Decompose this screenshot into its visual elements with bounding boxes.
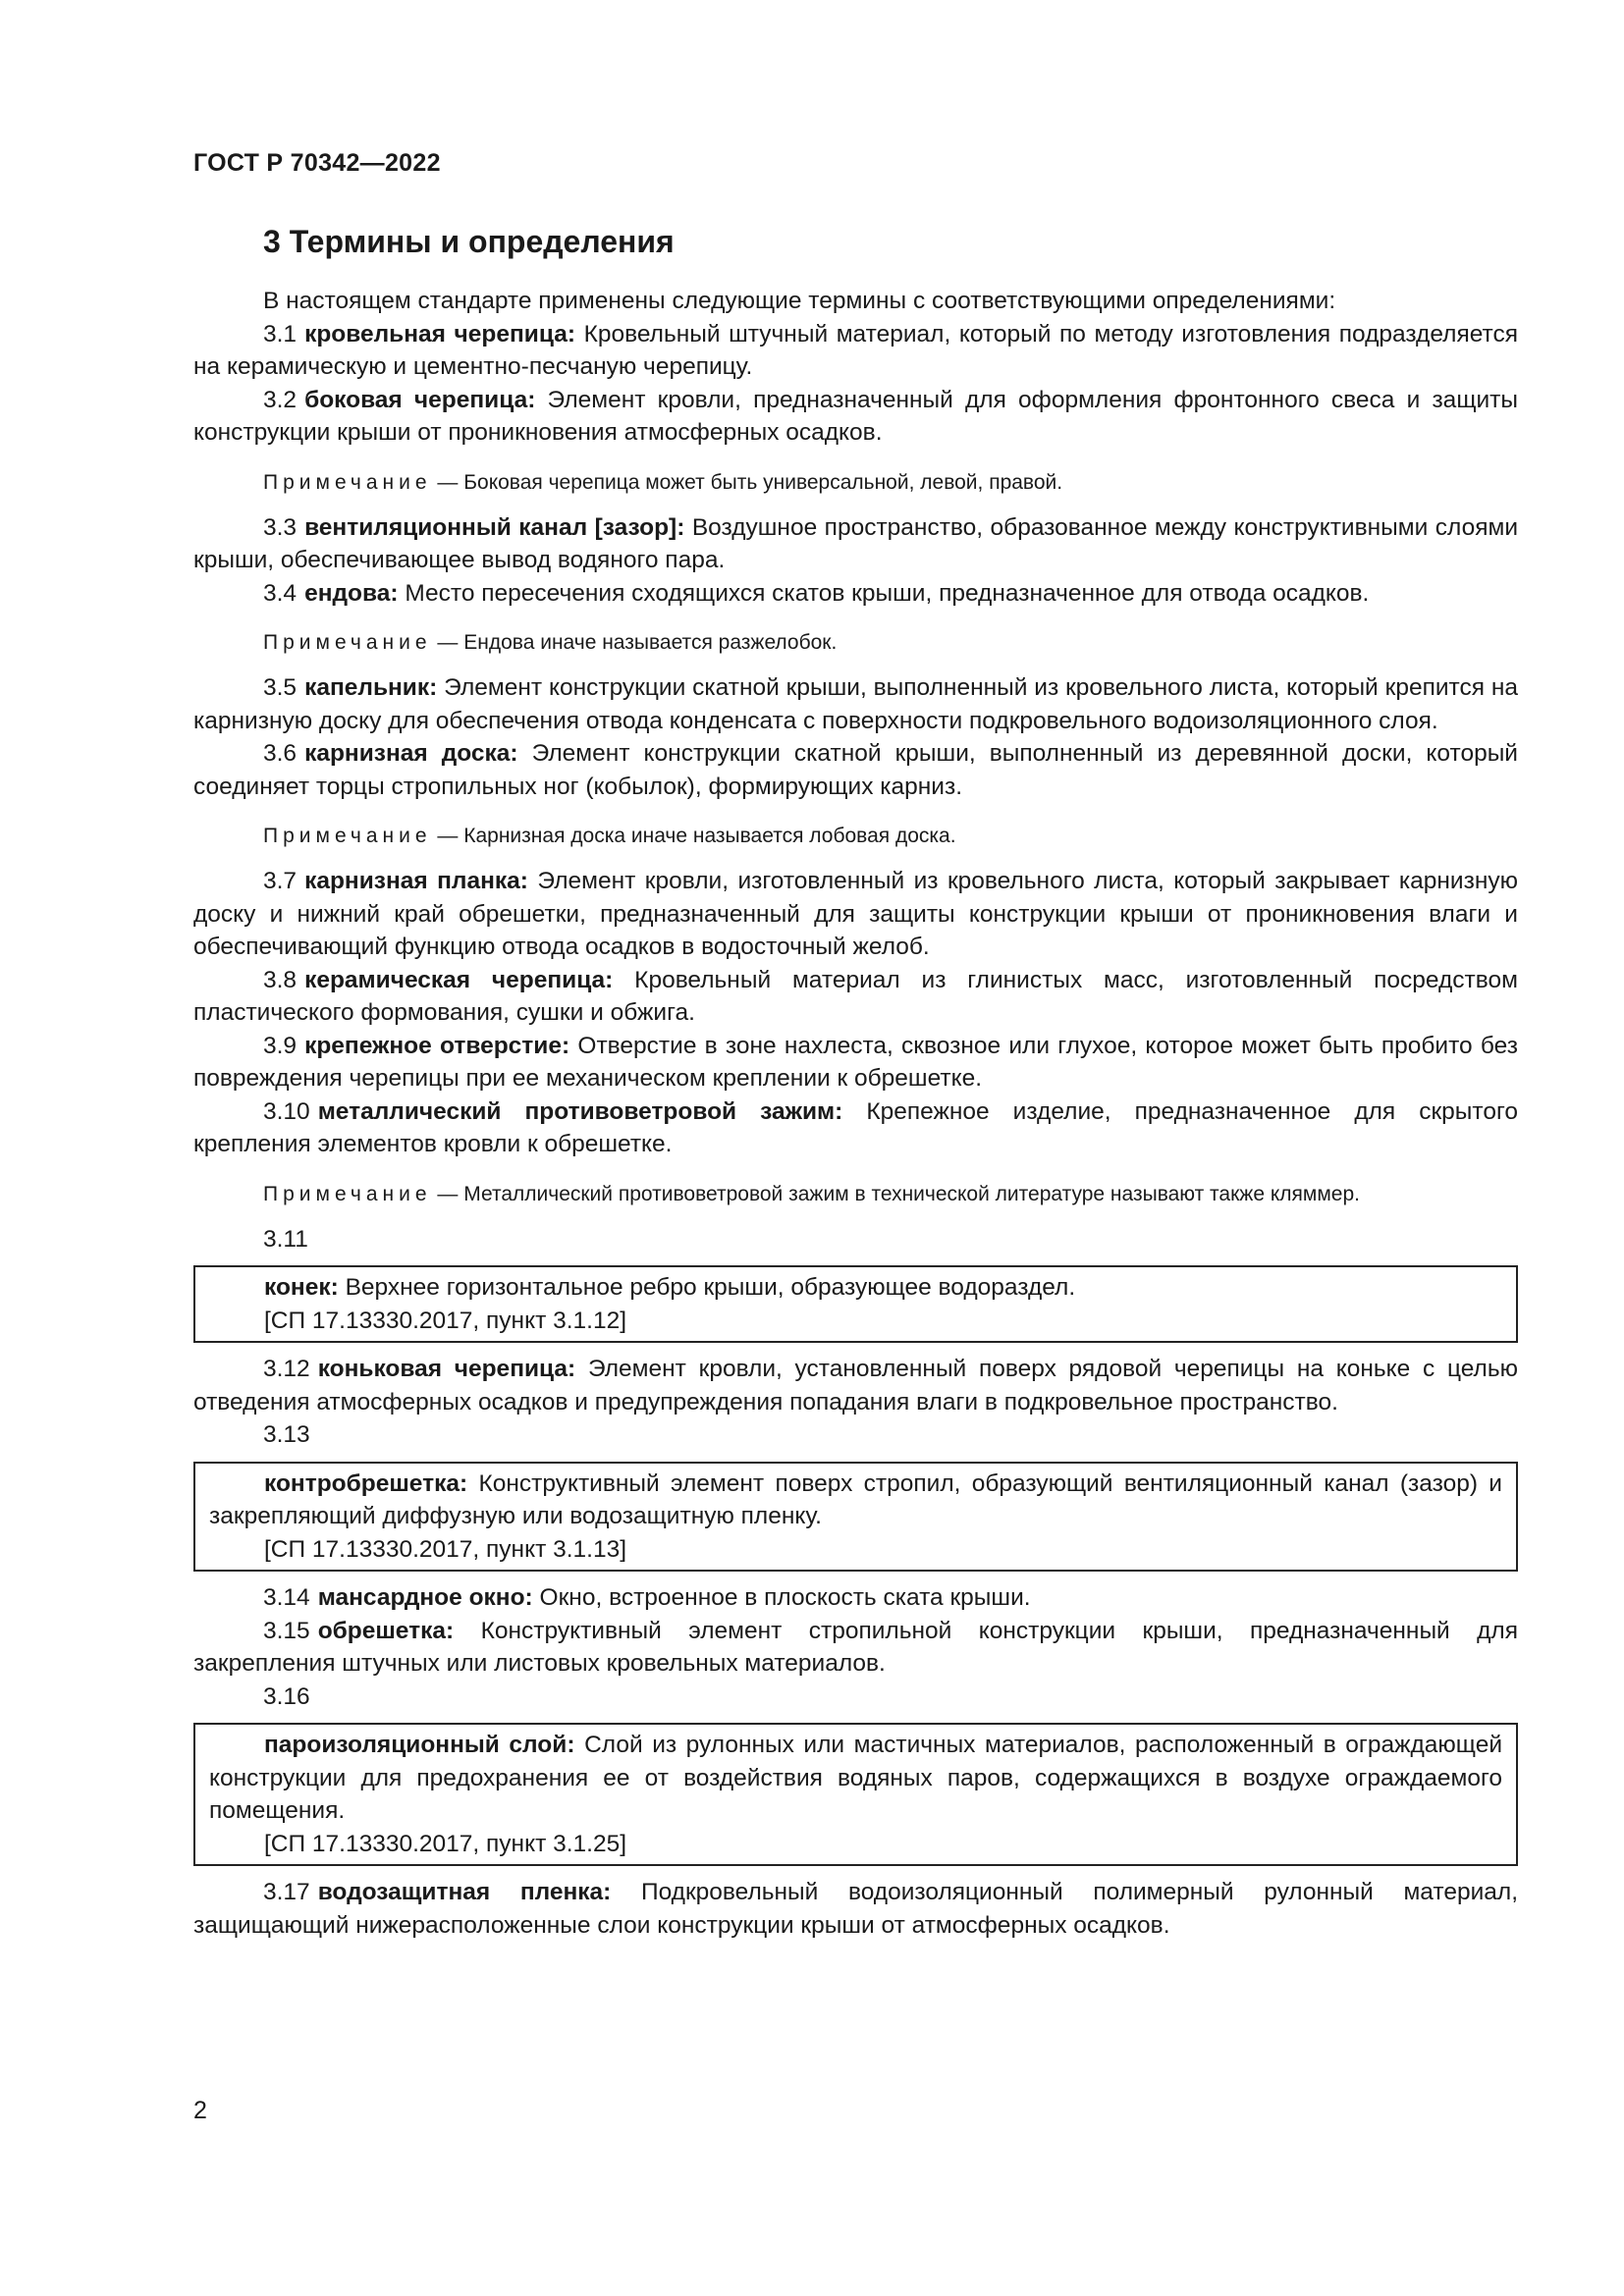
term-name: керамическая черепица: <box>304 966 614 993</box>
boxed-term <box>209 1729 1502 1828</box>
term-number: 3.15 <box>263 1617 310 1644</box>
note-text: — Ендова иначе называется разжелобок. <box>437 631 838 654</box>
term-name: пароизоляционный слой: <box>264 1732 575 1758</box>
term-definition: Элемент кровли, изготовленный из кровельного листа, который закрывает карнизную доску и нижний край обрешетки, предназначенный для защиты конструкции крыши от проникновения влаги и обеспечивающий функцию отвода осадков в водосточный желоб. <box>193 868 1519 960</box>
term-number: 3.3 <box>263 513 298 541</box>
term-number: 3.6 <box>263 740 298 767</box>
term-definition: Воздушное пространство, образованное между конструктивными слоями крыши, обеспечивающее вывод водяного пара. <box>193 513 1518 573</box>
document-body <box>193 285 1518 1942</box>
term-name: обрешетка: <box>317 1617 455 1644</box>
term-box-3-13 <box>193 1462 1518 1573</box>
term-number: 3.9 <box>263 1032 298 1059</box>
term-box-3-11 <box>193 1265 1518 1343</box>
term-3-6 <box>193 737 1518 803</box>
term-definition: Подкровельный водоизоляционный полимерный рулонный материал, защищающий нижерасположенные слои конструкции крыши от атмосферных осадков. <box>193 1879 1518 1939</box>
term-reference: [СП 17.13330.2017, пункт 3.1.13] <box>264 1535 627 1563</box>
term-number: 3.1 <box>263 320 298 347</box>
term-definition: Элемент конструкции скатной крыши, выполненный из кровельного листа, который крепится на карнизную доску для обеспечения отвода конденсата с поверхности подкровельного водоизоляционного слоя. <box>193 674 1518 734</box>
term-name: контробрешетка: <box>264 1469 468 1497</box>
term-number-3-13: 3.13 <box>263 1421 310 1448</box>
note-3-4 <box>193 627 1518 658</box>
term-name: крепежное отверстие: <box>304 1032 570 1059</box>
term-number: 3.12 <box>263 1356 310 1382</box>
term-3-3 <box>193 511 1518 577</box>
term-number: 3.8 <box>263 966 298 993</box>
term-3-14 <box>193 1581 1518 1615</box>
document-header: ГОСТ Р 70342—2022 <box>193 149 441 177</box>
term-number: 3.7 <box>263 868 298 894</box>
term-definition: Верхнее горизонтальное ребро крыши, образующее водораздел. <box>345 1274 1076 1301</box>
term-number: 3.5 <box>263 674 298 701</box>
note-text: — Металлический противоветровой зажим в технической литературе называют также кляммер. <box>437 1182 1360 1205</box>
term-number: 3.10 <box>263 1097 310 1125</box>
term-name: водозащитная пленка: <box>317 1879 612 1905</box>
term-definition: Элемент кровли, предназначенный для оформления фронтонного свеса и защиты конструкции крыши от проникновения атмосферных осадков. <box>193 386 1518 446</box>
note-text: — Карнизная доска иначе называется лобовая доска. <box>437 825 956 847</box>
term-name: коньковая черепица: <box>317 1356 576 1382</box>
boxed-term <box>209 1271 1502 1305</box>
note-3-10 <box>193 1179 1518 1209</box>
term-name: металлический противоветровой зажим: <box>317 1097 843 1125</box>
term-3-8 <box>193 964 1518 1030</box>
term-name: карнизная доска: <box>304 740 518 767</box>
term-name: вентиляционный канал [зазор]: <box>304 513 685 541</box>
term-name: конек: <box>264 1274 339 1301</box>
term-3-4 <box>193 577 1518 611</box>
term-definition: Крепежное изделие, предназначенное для скрытого крепления элементов кровли к обрешетке. <box>193 1097 1518 1157</box>
term-definition: Отверстие в зоне нахлеста, сквозное или глухое, которое может быть пробито без повреждения черепицы при ее механическом креплении к обрешетке. <box>193 1032 1518 1092</box>
term-3-2 <box>193 384 1518 450</box>
note-3-6 <box>193 821 1518 851</box>
term-3-17 <box>193 1876 1518 1942</box>
term-name: ендова: <box>304 579 399 607</box>
term-name: карнизная планка: <box>304 868 528 894</box>
term-3-1 <box>193 318 1518 384</box>
term-3-7 <box>193 865 1518 964</box>
term-definition: Слой из рулонных или мастичных материалов, расположенный в ограждающей конструкции для предохранения ее от воздействия водяных паров, содержащихся в воздухе ограждаемого помещения. <box>209 1732 1503 1824</box>
page-number: 2 <box>193 2097 207 2124</box>
term-definition: Конструктивный элемент стропильной конструкции крыши, предназначенный для закрепления штучных или листовых кровельных материалов. <box>193 1617 1518 1677</box>
term-definition: Место пересечения сходящихся скатов крыши, предназначенное для отвода осадков. <box>405 579 1370 607</box>
term-box-3-16 <box>193 1723 1518 1866</box>
term-3-9 <box>193 1030 1518 1095</box>
term-definition: Кровельный материал из глинистых масс, изготовленный посредством пластического формования, сушки и обжига. <box>193 966 1518 1026</box>
note-label: Примечание <box>263 1182 432 1205</box>
term-name: боковая черепица: <box>304 386 536 413</box>
term-reference: [СП 17.13330.2017, пункт 3.1.12] <box>264 1307 627 1334</box>
note-text: — Боковая черепица может быть универсальной, левой, правой. <box>437 470 1063 494</box>
term-name: кровельная черепица: <box>304 320 575 347</box>
term-3-12 <box>193 1353 1518 1418</box>
intro-text: В настоящем стандарте применены следующие термины с соответствующими определениями: <box>263 288 1336 314</box>
term-number-3-16: 3.16 <box>263 1682 310 1710</box>
note-label: Примечание <box>263 631 432 654</box>
term-3-15 <box>193 1615 1518 1681</box>
term-name: капельник: <box>304 674 438 701</box>
note-label: Примечание <box>263 825 432 847</box>
note-3-2 <box>193 467 1518 498</box>
term-name: мансардное окно: <box>317 1584 533 1611</box>
term-number: 3.4 <box>263 579 298 607</box>
term-number: 3.2 <box>263 386 298 413</box>
term-definition: Элемент кровли, установленный поверх рядовой черепицы на коньке с целью отведения атмосферных осадков и предупреждения попадания влаги в подкровельное пространство. <box>193 1356 1518 1415</box>
term-number: 3.14 <box>263 1584 310 1611</box>
term-definition: Кровельный штучный материал, который по методу изготовления подразделяется на керамическую и цементно-песчаную черепицу. <box>193 320 1518 380</box>
boxed-term <box>209 1468 1502 1533</box>
term-3-10 <box>193 1095 1518 1161</box>
term-definition: Конструктивный элемент поверх стропил, образующий вентиляционный канал (зазор) и закрепляющий диффузную или водозащитную пленку. <box>209 1469 1502 1529</box>
term-reference: [СП 17.13330.2017, пункт 3.1.25] <box>264 1830 627 1857</box>
note-label: Примечание <box>263 470 432 494</box>
term-3-5 <box>193 671 1518 737</box>
section-title: 3 Термины и определения <box>263 224 675 259</box>
term-number: 3.17 <box>263 1879 310 1905</box>
term-number-3-11: 3.11 <box>263 1225 308 1253</box>
term-definition: Элемент конструкции скатной крыши, выполненный из деревянной доски, который соединяет торцы стропильных ног (кобылок), формирующих карниз. <box>193 740 1518 800</box>
term-definition: Окно, встроенное в плоскость ската крыши. <box>539 1584 1031 1611</box>
